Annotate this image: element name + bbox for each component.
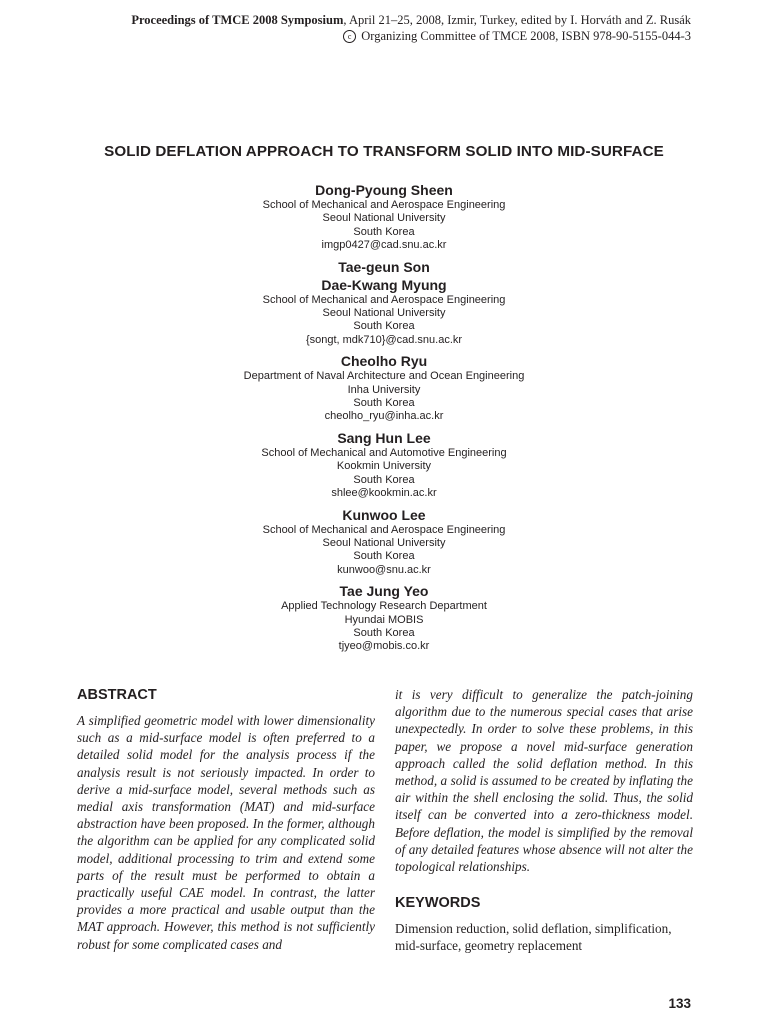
author-email: {songt, mdk710}@cad.snu.ac.kr xyxy=(305,333,463,346)
author-affiliation-line: Applied Technology Research Department xyxy=(281,600,487,613)
author-affiliation-line: South Korea xyxy=(353,225,415,238)
author-affiliation-line: Inha University xyxy=(347,383,421,396)
header-proceedings-title: Proceedings of TMCE 2008 Symposium xyxy=(131,13,344,27)
author-group xyxy=(0,181,768,253)
author-email: shlee@kookmin.ac.kr xyxy=(331,487,437,500)
author-name: Kunwoo Lee xyxy=(342,506,426,523)
keywords-text: Dimension reduction, solid deflation, simplification, mid-surface, geometry replacement xyxy=(395,921,672,954)
author-affiliation-line: Seoul National University xyxy=(322,536,446,549)
author-group xyxy=(0,506,768,578)
author-name: Tae-geun Son xyxy=(338,258,430,275)
author-affiliation-line: Kookmin University xyxy=(336,460,432,473)
author-email: kunwoo@snu.ac.kr xyxy=(337,563,431,576)
author-affiliation-line: School of Mechanical and Aerospace Engineering xyxy=(262,293,506,306)
author-name: Dae-Kwang Myung xyxy=(321,276,447,293)
abstract-column-left xyxy=(77,686,375,953)
author-email: cheolho_ryu@inha.ac.kr xyxy=(324,410,444,423)
author-group xyxy=(0,258,768,348)
author-affiliation-line: Seoul National University xyxy=(322,212,446,225)
author-name: Dong-Pyoung Sheen xyxy=(315,182,453,198)
keywords-heading: KEYWORDS xyxy=(395,895,481,912)
author-email: imgp0427@cad.snu.ac.kr xyxy=(321,239,447,252)
header-line-2 xyxy=(131,28,691,44)
author-list xyxy=(0,181,768,659)
page-number: 133 xyxy=(668,996,691,1011)
author-affiliation-line: South Korea xyxy=(353,473,415,486)
abstract-heading: ABSTRACT xyxy=(77,687,157,703)
author-name: Cheolho Ryu xyxy=(340,353,428,370)
author-affiliation-line: South Korea xyxy=(353,397,415,410)
author-name: Sang Hun Lee xyxy=(337,429,431,446)
header-event-details: , April 21–25, 2008, Izmir, Turkey, edited by I. Horváth and Z. Rusák xyxy=(343,13,691,27)
author-affiliation-line: School of Mechanical and Aerospace Engineering xyxy=(262,199,506,211)
author-name: Tae Jung Yeo xyxy=(339,583,429,600)
proceedings-header xyxy=(131,12,691,44)
author-affiliation-line: Hyundai MOBIS xyxy=(344,613,424,626)
abstract-text-left: A simplified geometric model with lower dimensionality such as a mid-surface model is often preferred to a detailed solid model for the analysis process if the analysis result is not seriously impacted. In order to derive a mid-surface model, several methods such as medial axis transformation (MAT) and mid-surface abstraction have been proposed. In the former, although the algorithm can be applied for any complicated solid model, additional processing to trim and extend some parts of the result must be performed to obtain a practically useful CAE model. In contrast, the latter provides a more practical and usable output than the MAT approach. However, this method is not sufficiently robust for some complicated cases and xyxy=(77,713,375,952)
author-group xyxy=(0,429,768,501)
copyright-icon: c xyxy=(343,30,356,43)
author-affiliation-line: Department of Naval Architecture and Ocean Engineering xyxy=(243,370,525,383)
header-line-1 xyxy=(131,12,691,28)
abstract-column-right xyxy=(395,686,693,955)
author-email: tjyeo@mobis.co.kr xyxy=(338,640,430,653)
header-copyright-text: Organizing Committee of TMCE 2008, ISBN 978-90-5155-044-3 xyxy=(361,29,691,43)
abstract-text-right: it is very difficult to generalize the patch-joining algorithm due to the numerous special cases that arise unexpectedly. In order to solve these problems, in this paper, we propose a novel mid-surface generation approach called the solid deflation method. In this method, a solid is assumed to be created by inflating the air within the shell enclosing the solid. Thus, the solid itself can be converted into a zero-thickness model. Before deflation, the model is simplified by the removal of any detailed features whose absence will not alter the topological relationships. xyxy=(395,687,693,875)
author-affiliation-line: South Korea xyxy=(353,550,415,563)
author-affiliation-line: School of Mechanical and Aerospace Engineering xyxy=(262,523,506,536)
author-group xyxy=(0,352,768,424)
author-affiliation-line: South Korea xyxy=(353,626,415,639)
author-affiliation-line: School of Mechanical and Automotive Engineering xyxy=(261,446,507,459)
author-affiliation-line: South Korea xyxy=(353,320,415,333)
author-group xyxy=(0,582,768,654)
author-affiliation-line: Seoul National University xyxy=(322,307,446,320)
paper-title: SOLID DEFLATION APPROACH TO TRANSFORM SOLID INTO MID-SURFACE xyxy=(104,143,664,160)
